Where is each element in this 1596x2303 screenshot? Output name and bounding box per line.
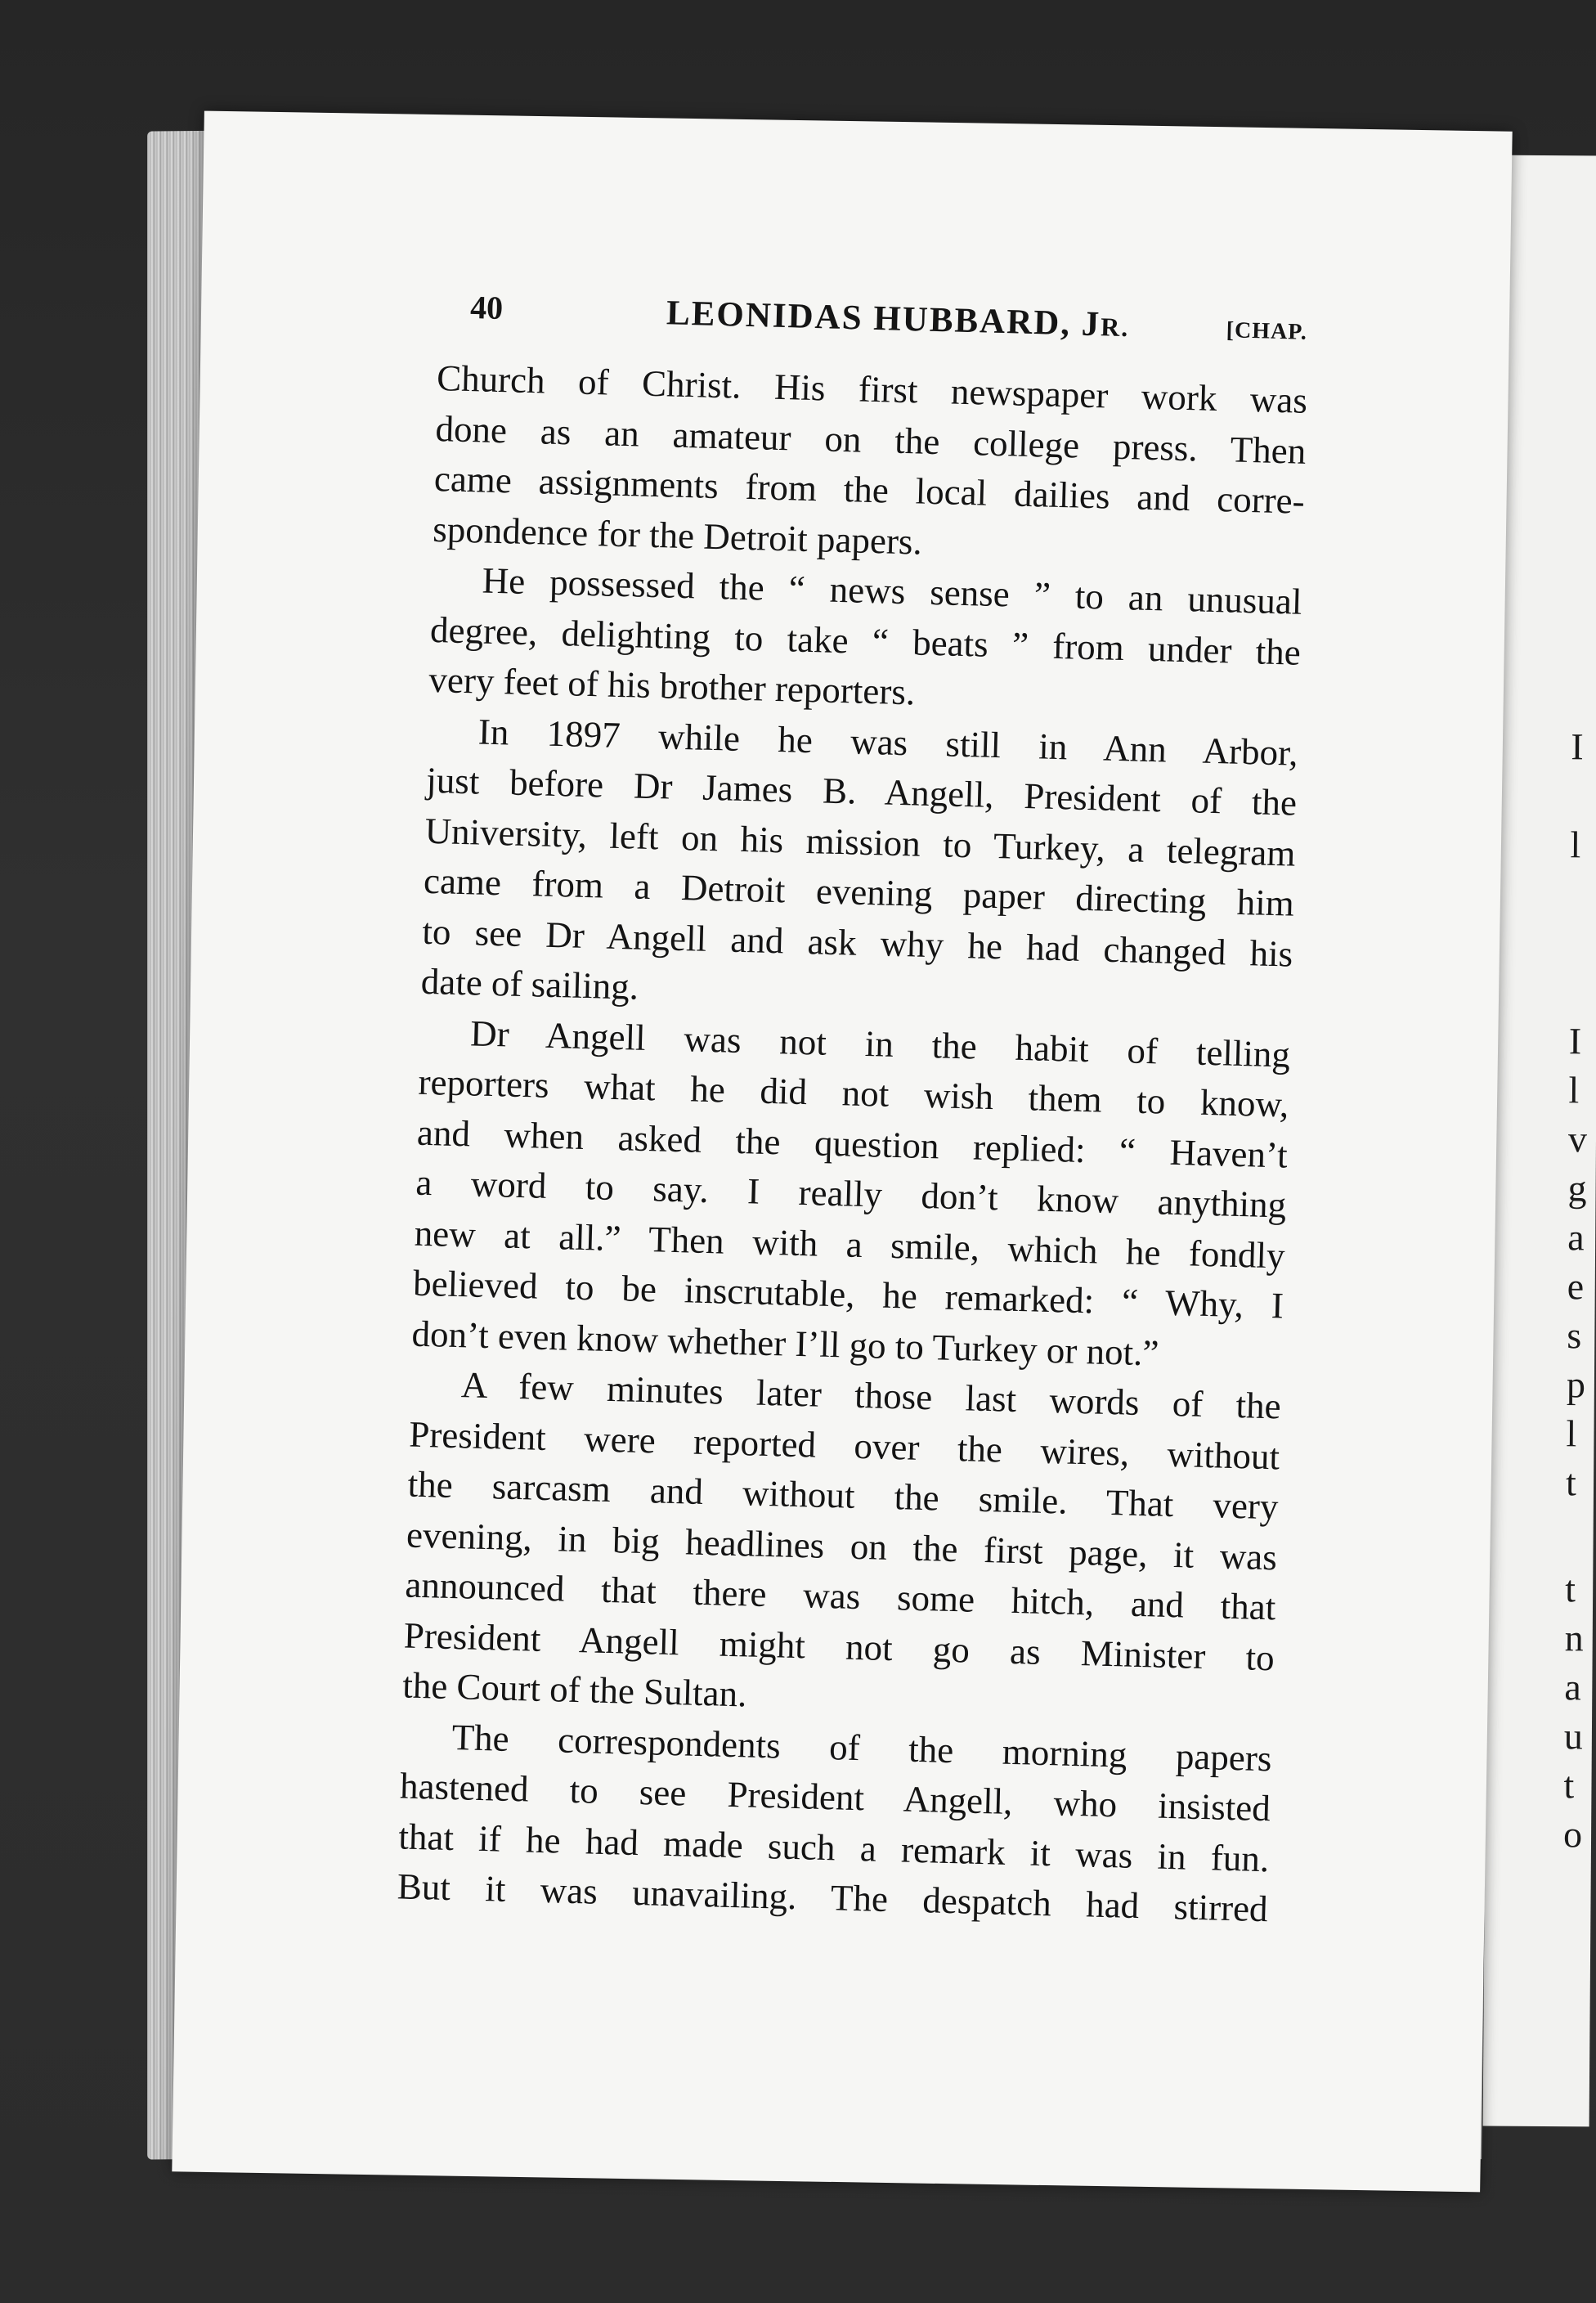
paragraph	[428, 554, 1302, 728]
text-line: In 1897 while he was still in Ann Arbor,	[477, 710, 1299, 774]
facing-page-letter: s	[1567, 1314, 1582, 1357]
text-line: Dr Angell was not in the habit of telling	[469, 1012, 1291, 1075]
text-line: new at all.” Then with a smile, which he fondly	[414, 1212, 1286, 1277]
facing-page-letter: g	[1567, 1167, 1587, 1210]
chapter-mark: [CHAP.	[1226, 317, 1308, 345]
facing-page-letter: p	[1566, 1363, 1586, 1406]
facing-page-letter: t	[1563, 1764, 1575, 1807]
facing-page-letter: a	[1567, 1216, 1585, 1259]
page-number: 40	[469, 289, 504, 327]
text-line: evening, in big headlines on the first page, it was	[406, 1514, 1278, 1578]
text-line: degree, delighting to take “ beats ” from under the	[429, 608, 1302, 673]
paragraph	[397, 1711, 1272, 1935]
text-line: President were reported over the wires, without	[408, 1413, 1280, 1477]
text-line: don’t even know whether I’ll go to Turkey or not.”	[410, 1313, 1160, 1374]
text-line: the sarcasm and without the smile. That very	[407, 1463, 1280, 1528]
text-line: hastened to see President Angell, who insisted	[399, 1765, 1271, 1829]
text-line: date of sailing.	[420, 960, 639, 1008]
paragraph	[411, 1007, 1291, 1381]
text-line: very feet of his brother reporters.	[428, 658, 916, 713]
text-line: done as an amateur on the college press. Then	[434, 407, 1307, 472]
text-line: But it was unavailing. The despatch had stirred	[397, 1865, 1269, 1930]
text-line: A few minutes later those last words of the	[460, 1364, 1282, 1427]
facing-page-letter: u	[1563, 1715, 1584, 1758]
text-line: He possessed the “ news sense ” to an unusual	[482, 559, 1303, 622]
text-line: a word to say. I really don’t know anything	[415, 1161, 1287, 1226]
facing-page-letter: l	[1566, 1412, 1577, 1455]
facing-page-letter: t	[1564, 1568, 1576, 1610]
facing-page-letter: n	[1564, 1617, 1584, 1659]
text-line: that if he had made such a remark it was in fun.	[397, 1815, 1270, 1879]
facing-page-letter: a	[1564, 1666, 1581, 1708]
facing-page-letter: I	[1571, 725, 1584, 768]
text-line: spondence for the Detroit papers.	[432, 508, 923, 563]
text-line: to see Dr Angell and ask why he had changed his	[421, 910, 1293, 975]
text-line: believed to be inscrutable, he remarked: “ Why, I	[412, 1262, 1284, 1327]
book-title: LEONIDAS HUBBARD, JR.	[666, 294, 1130, 344]
text-line: came assignments from the local dailies and corre-	[433, 457, 1306, 522]
facing-page-letter: v	[1567, 1118, 1588, 1160]
text-line: The correspondents of the morning papers	[451, 1716, 1273, 1779]
facing-page-letter: e	[1567, 1265, 1585, 1308]
facing-page-letter: t	[1565, 1461, 1577, 1504]
text-line: and when asked the question replied: “ Haven’t	[416, 1111, 1289, 1176]
facing-page-letter: l	[1568, 1069, 1580, 1111]
facing-page-letter: l	[1570, 824, 1581, 866]
text-line: the Court of the Sultan.	[401, 1664, 748, 1715]
paragraph	[433, 353, 1308, 577]
text-line: came from a Detroit evening paper directing him	[423, 860, 1295, 924]
paragraph	[402, 1359, 1282, 1734]
text-line: Church of Christ. His first newspaper work was	[436, 357, 1308, 421]
facing-page-letter: I	[1568, 1020, 1582, 1062]
text-line: President Angell might not go as Minister to	[403, 1614, 1275, 1678]
text-line: just before Dr James B. Angell, President of the	[425, 759, 1298, 824]
facing-page-letter: o	[1562, 1813, 1583, 1856]
paragraph	[420, 705, 1298, 1030]
body-text	[397, 353, 1308, 1935]
text-line: announced that there was some hitch, and that	[404, 1564, 1276, 1628]
text-line: reporters what he did not wish them to know,	[418, 1061, 1289, 1125]
text-line: University, left on his mission to Turkey, a telegram	[424, 810, 1297, 874]
